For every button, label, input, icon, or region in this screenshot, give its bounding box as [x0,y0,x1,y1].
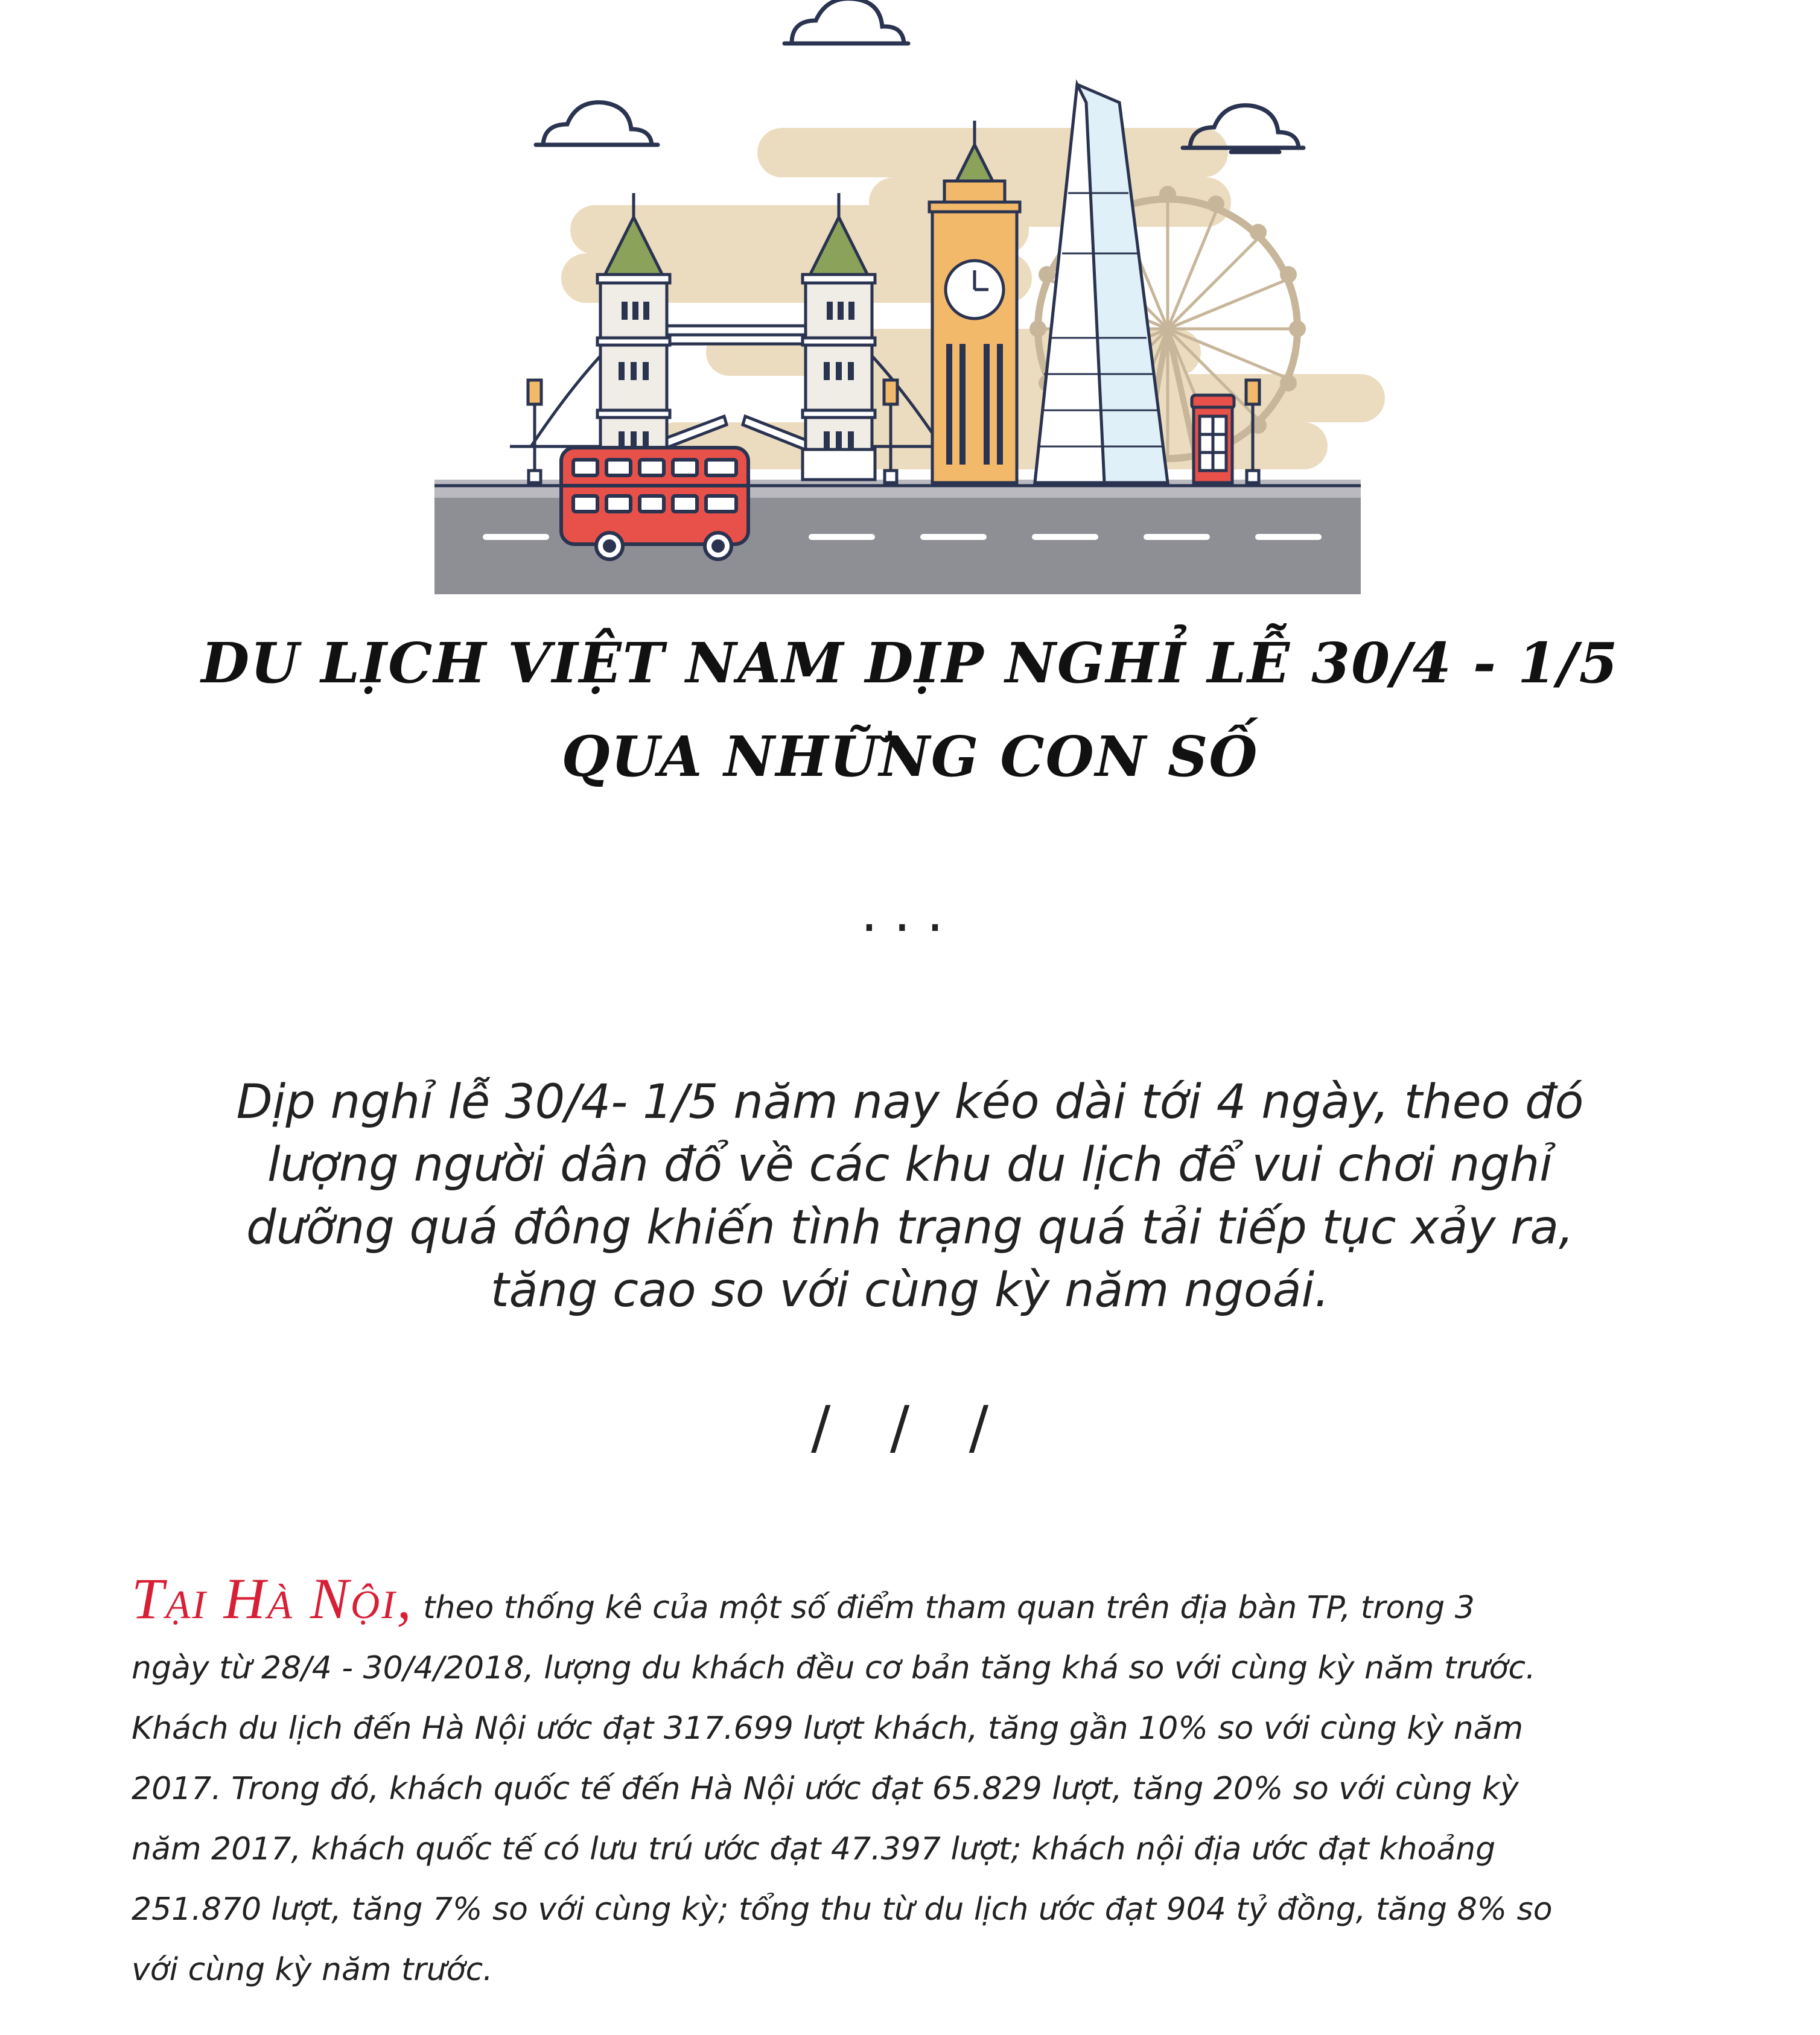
page-title-line-2: QUA NHỮNG CON SỐ [561,724,1259,789]
section-line: 251.870 lượt, tăng 7% so với cùng kỳ; tổng thu từ du lịch ước đạt 904 tỷ đồng, tăng 8% so [132,1891,1553,1928]
hanoi-section [132,1566,1701,2000]
phone-booth-icon [1192,395,1234,483]
section-lead: Tại Hà Nội, [132,1566,413,1631]
slash-separator: / / / [810,1394,1010,1461]
section-line: 2017. Trong đó, khách quốc tế đến Hà Nội ước đạt 65.829 lượt, tăng 20% so với cùng kỳ [132,1771,1519,1807]
intro-line: tăng cao so với cùng kỳ năm ngoái. [491,1263,1329,1318]
section-first-line [132,1566,1701,1638]
section-line: ngày từ 28/4 - 30/4/2018, lượng du khách đều cơ bản tăng khá so với cùng kỳ năm trước. [132,1650,1536,1686]
page-title-line-1: DU LỊCH VIỆT NAM DỊP NGHỈ LỄ 30/4 - 1/5 [201,630,1619,696]
section-line: theo thống kê của một số điểm tham quan trên địa bàn TP, trong 3 [423,1590,1475,1626]
intro-line: lượng người dân đổ về các khu du lịch để vui chơi nghỉ [267,1138,1553,1192]
intro-line: dưỡng quá đông khiến tình trạng quá tải tiếp tục xảy ra, [246,1201,1574,1255]
section-line: năm 2017, khách quốc tế có lưu trú ước đạt 47.397 lượt; khách nội địa ước đạt khoảng [132,1831,1496,1867]
section-line: với cùng kỳ năm trước. [132,1952,493,1988]
intro-line: Dịp nghỉ lễ 30/4- 1/5 năm nay kéo dài tới 4 ngày, theo đó [236,1075,1584,1129]
london-skyline-illustration [0,0,1820,603]
intro-paragraph [157,1071,1663,1322]
dots-separator: ... [861,881,959,944]
section-line: Khách du lịch đến Hà Nội ước đạt 317.699 lượt khách, tăng gần 10% so với cùng kỳ năm [132,1710,1524,1747]
double-decker-bus-icon [561,448,748,559]
